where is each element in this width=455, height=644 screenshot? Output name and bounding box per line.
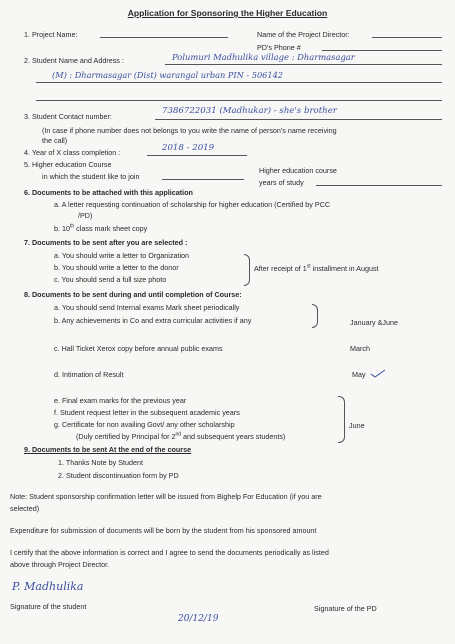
- section-8g: g. Certificate for non availing Govt/ any other scholarship: [54, 420, 235, 429]
- section-6-heading: 6. Documents to be attached with this application: [24, 188, 193, 197]
- student-signature: P. Madhulika: [12, 580, 84, 593]
- section-8g-line-2: (Duly certified by Principal for 2nd and subsequent years students): [76, 431, 286, 441]
- section-9-item-2: 2. Student discontinuation form by PD: [58, 471, 179, 480]
- name-address-line-2: [36, 82, 442, 83]
- handwritten-name-address-1: Polumuri Madhulika village : Dharmasagar: [172, 52, 355, 62]
- name-address-line-3: [36, 100, 442, 101]
- student-signature-label: Signature of the student: [10, 602, 87, 611]
- section-8efg-brace: [338, 396, 345, 443]
- section-8a: a. You should send Internal exams Mark sheet periodically: [54, 303, 240, 312]
- handwritten-year: 2018 - 2019: [162, 143, 215, 153]
- director-name-label: Name of the Project Director:: [257, 30, 350, 39]
- contact-line: [155, 119, 442, 120]
- section-7-brace: [244, 254, 250, 286]
- signature-date: 20/12/19: [178, 614, 219, 624]
- section-8c: c. Hall Ticket Xerox copy before annual public exams: [54, 344, 223, 353]
- director-name-line: [372, 37, 442, 38]
- certify-line-2: above through Project Director.: [10, 560, 110, 569]
- section-7a: a. You should write a letter to Organization: [54, 251, 190, 260]
- course-label-1: 5. Higher education Course: [24, 160, 112, 169]
- section-8ab-brace: [312, 304, 318, 328]
- course-right-1: Higher education course: [259, 166, 337, 175]
- section-8d: d. Intimation of Result: [54, 370, 124, 379]
- section-8c-when: March: [350, 344, 370, 353]
- section-9-item-1: 1. Thanks Note by Student: [58, 458, 143, 467]
- expenditure-note: Expenditure for submission of documents will be born by the student from his sponsored amount: [10, 526, 317, 535]
- handwritten-name-address-2: (M) : Dharmasagar (Dist) warangal urban PIN - 506142: [52, 70, 284, 80]
- section-8b: b. Any achievements in Co and extra curricular activities if any: [54, 316, 252, 325]
- section-8efg-when: June: [349, 421, 365, 430]
- course-label-2: in which the student like to join: [42, 172, 140, 181]
- section-7-note: After receipt of 1st installment in August: [254, 263, 379, 273]
- document-title: Application for Sponsoring the Higher Education: [127, 8, 328, 18]
- section-6b: b. 10th class mark sheet copy: [54, 223, 148, 233]
- course-line: [162, 179, 244, 180]
- certify-line-1: I certify that the above information is correct and I agree to send the documents periodically as listed: [10, 548, 329, 557]
- section-9-heading: 9. Documents to be sent At the end of the course: [24, 445, 192, 454]
- pd-signature-label: Signature of the PD: [314, 604, 377, 613]
- name-address-line-1: [165, 64, 442, 65]
- section-8ab-when: January &June: [350, 318, 398, 327]
- section-6a-line-1: a. A letter requesting continuation of scholarship for higher education (Certified by PCC: [54, 200, 331, 209]
- section-8-heading: 8. Documents to be sent during and until completion of Course:: [24, 290, 242, 299]
- note-line-2: selected): [10, 504, 40, 513]
- section-8e: e. Final exam marks for the previous year: [54, 396, 187, 405]
- pd-phone-line: [322, 50, 442, 51]
- section-7b: b. You should write a letter to the donor: [54, 263, 179, 272]
- pd-phone-label: PD's Phone #: [257, 43, 301, 52]
- contact-note-1: (In case if phone number does not belongs to you write the name of person's name receiving: [42, 126, 337, 135]
- note-line-1: Note: Student sponsorship confirmation letter will be issued from Bighelp For Education (if you are: [10, 492, 322, 501]
- years-line: [316, 185, 442, 186]
- contact-note-2: the call): [42, 136, 68, 145]
- section-7-heading: 7. Documents to be sent after you are selected :: [24, 238, 188, 247]
- checkmark-icon: [370, 368, 386, 378]
- project-name-label: 1. Project Name:: [24, 30, 78, 39]
- year-line: [147, 155, 247, 156]
- section-6a-line-2: /PD): [78, 211, 93, 220]
- section-8f: f. Student request letter in the subsequent academic years: [54, 408, 240, 417]
- handwritten-contact: 7386722031 (Madhukar) - she's brother: [162, 106, 337, 116]
- year-x-label: 4. Year of X class completion :: [24, 148, 121, 157]
- student-name-address-label: 2. Student Name and Address :: [24, 56, 124, 65]
- course-right-2: years of study: [259, 178, 304, 187]
- student-contact-label: 3. Student Contact number:: [24, 112, 112, 121]
- project-name-line: [100, 37, 228, 38]
- section-8d-when: May: [352, 370, 366, 379]
- section-7c: c. You should send a full size photo: [54, 275, 167, 284]
